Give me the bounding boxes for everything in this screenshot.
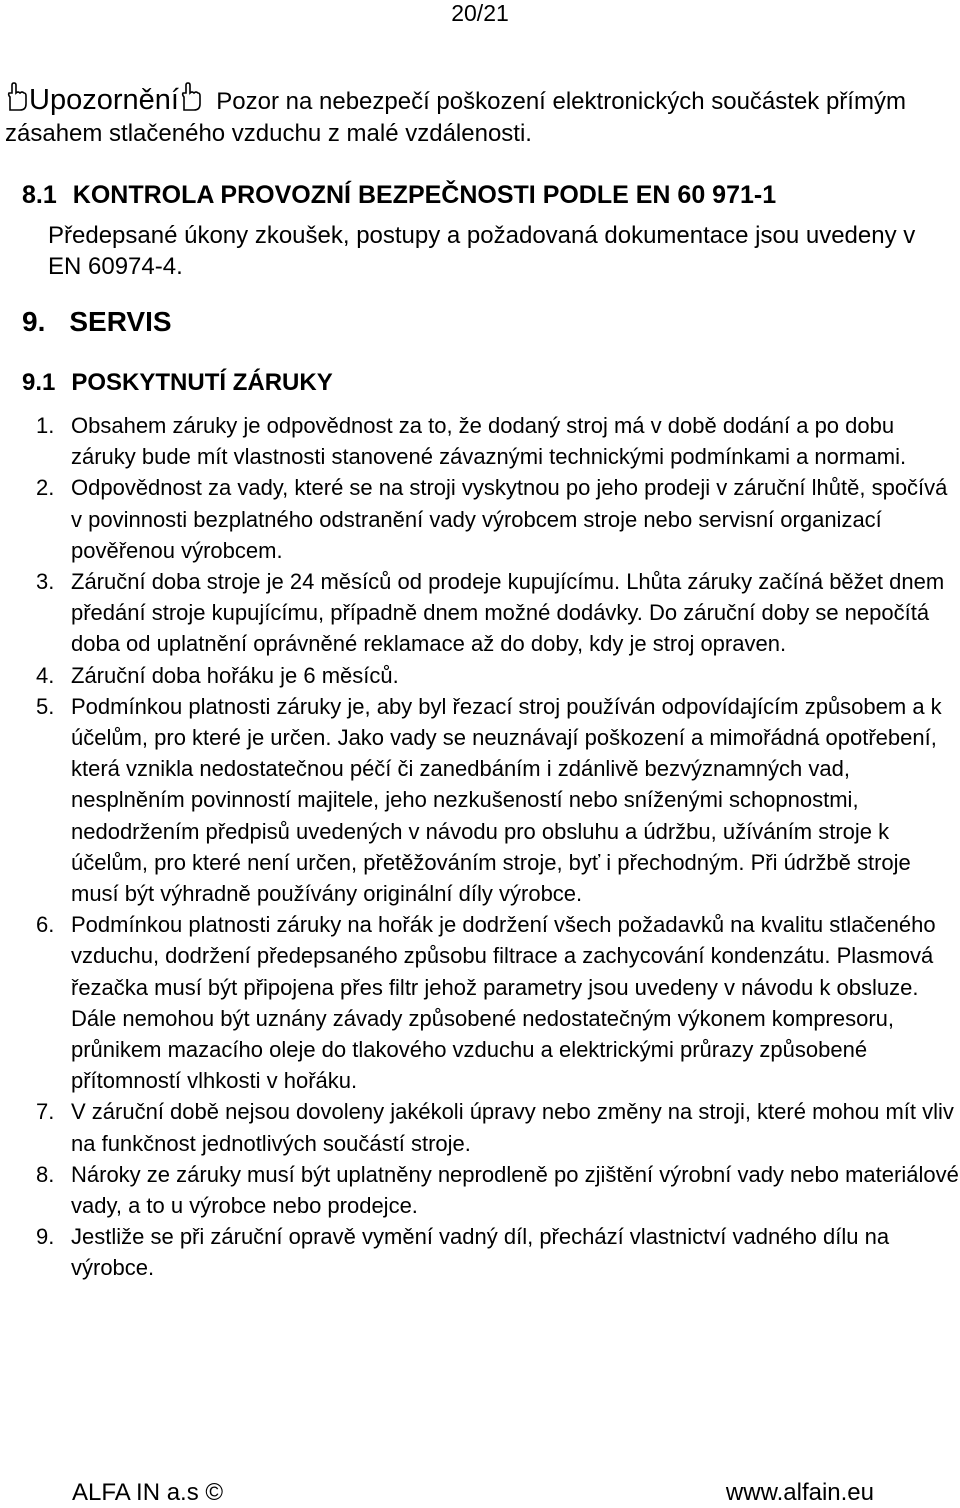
list-item: 5. Podmínkou platnosti záruky je, aby byl řezací stroj používán odpovídajícím způsobem a k účelům, pro které je určen. Jako vady se neuznávají poškození a mimořádná opotřebení, která vznikla nedostatečnou péčí či zanedbáním i zdánlivě bezvýznamných vad, nesplněním povinností majitele, jeho nezkušeností nebo sníženými schopnostmi, nedodržením předpisů uvedených v návodu pro obsluhu a údržbu, užíváním stroje k účelům, pro které není určen, přetěžováním stroje, byť i přechodným. Při údržbě stroje musí být výhradně používány originální díly výrobce. [36,693,942,907]
section-heading-8-1: 8.1 KONTROLA PROVOZNÍ BEZPEČNOSTI PODLE EN 60 971-1 [22,181,777,209]
section-heading-9: 9. SERVIS [22,306,172,337]
pointing-hand-icon [180,82,202,112]
list-item: 2. Odpovědnost za vady, které se na stroji vyskytnou po jeho prodeji v záruční lhůtě, spočívá v povinnosti bezplatného odstranění vady výrobcem stroje nebo servisní organizací pověřenou výrobcem. [36,475,948,563]
list-item: 9. Jestliže se při záruční opravě vymění vadný díl, přechází vlastnictví vadného dílu na výrobce. [36,1224,890,1281]
footer-website: www.alfain.eu [725,1479,874,1506]
list-item: 3. Záruční doba stroje je 24 měsíců od prodeje kupujícímu. Lhůta záruky začíná běžet dnem předání stroje kupujícímu, případně dnem možné dodávky. Do záruční doby se nepočítá doba od uplatnění oprávněné reklamace až do doby, kdy je stroj opraven. [36,569,945,657]
list-item: 4. Záruční doba hořáku je 6 měsíců. [36,662,399,688]
section-heading-9-1: 9.1 POSKYTNUTÍ ZÁRUKY [22,369,333,396]
page-number: 20/21 [451,0,509,26]
footer-company: ALFA IN a.s © [72,1479,224,1506]
list-item: 8. Nároky ze záruky musí být uplatněny neprodleně po zjištění výrobní vady nebo materiálové vady, a to u výrobce nebo prodejce. [36,1161,959,1219]
warning-notice [5,82,955,150]
list-item: 7. V záruční době nejsou dovoleny jakékoli úpravy nebo změny na stroji, které mohou mít vliv na funkčnost jednotlivých součástí stroje. [36,1099,954,1156]
section-8-1-text: Předepsané úkony zkoušek, postupy a požadovaná dokumentace jsou uvedeny v EN 60974-4. [48,222,916,280]
warning-title: Upozornění [29,84,179,116]
warranty-list [36,410,960,1284]
warning-text: Pozor na nebezpečí poškození elektronických součástek přímým zásahem stlačeného vzduchu z malé vzdálenosti. [5,88,906,147]
list-item: 6. Podmínkou platnosti záruky na hořák je dodržení všech požadavků na kvalitu stlačeného vzduchu, dodržení předepsaného způsobu filtrace a zachycování kondenzátu. Plasmová řezačka musí být připojena přes filtr jehož parametry jsou uvedeny v návodu k obsluze. Dále nemohou být uznány závady způsobené nedostatečným výkonem kompresoru, průnikem mazacího oleje do tlakového vzduchu a elektrickými průrazy způsobené přítomností vlhkosti v hořáku. [36,912,936,1094]
list-item: 1. Obsahem záruky je odpovědnost za to, že dodaný stroj má v době dodání a po dobu záruky bude mít vlastnosti stanovené závaznými technickými podmínkami a normami. [36,413,907,470]
pointing-hand-icon [6,82,28,112]
